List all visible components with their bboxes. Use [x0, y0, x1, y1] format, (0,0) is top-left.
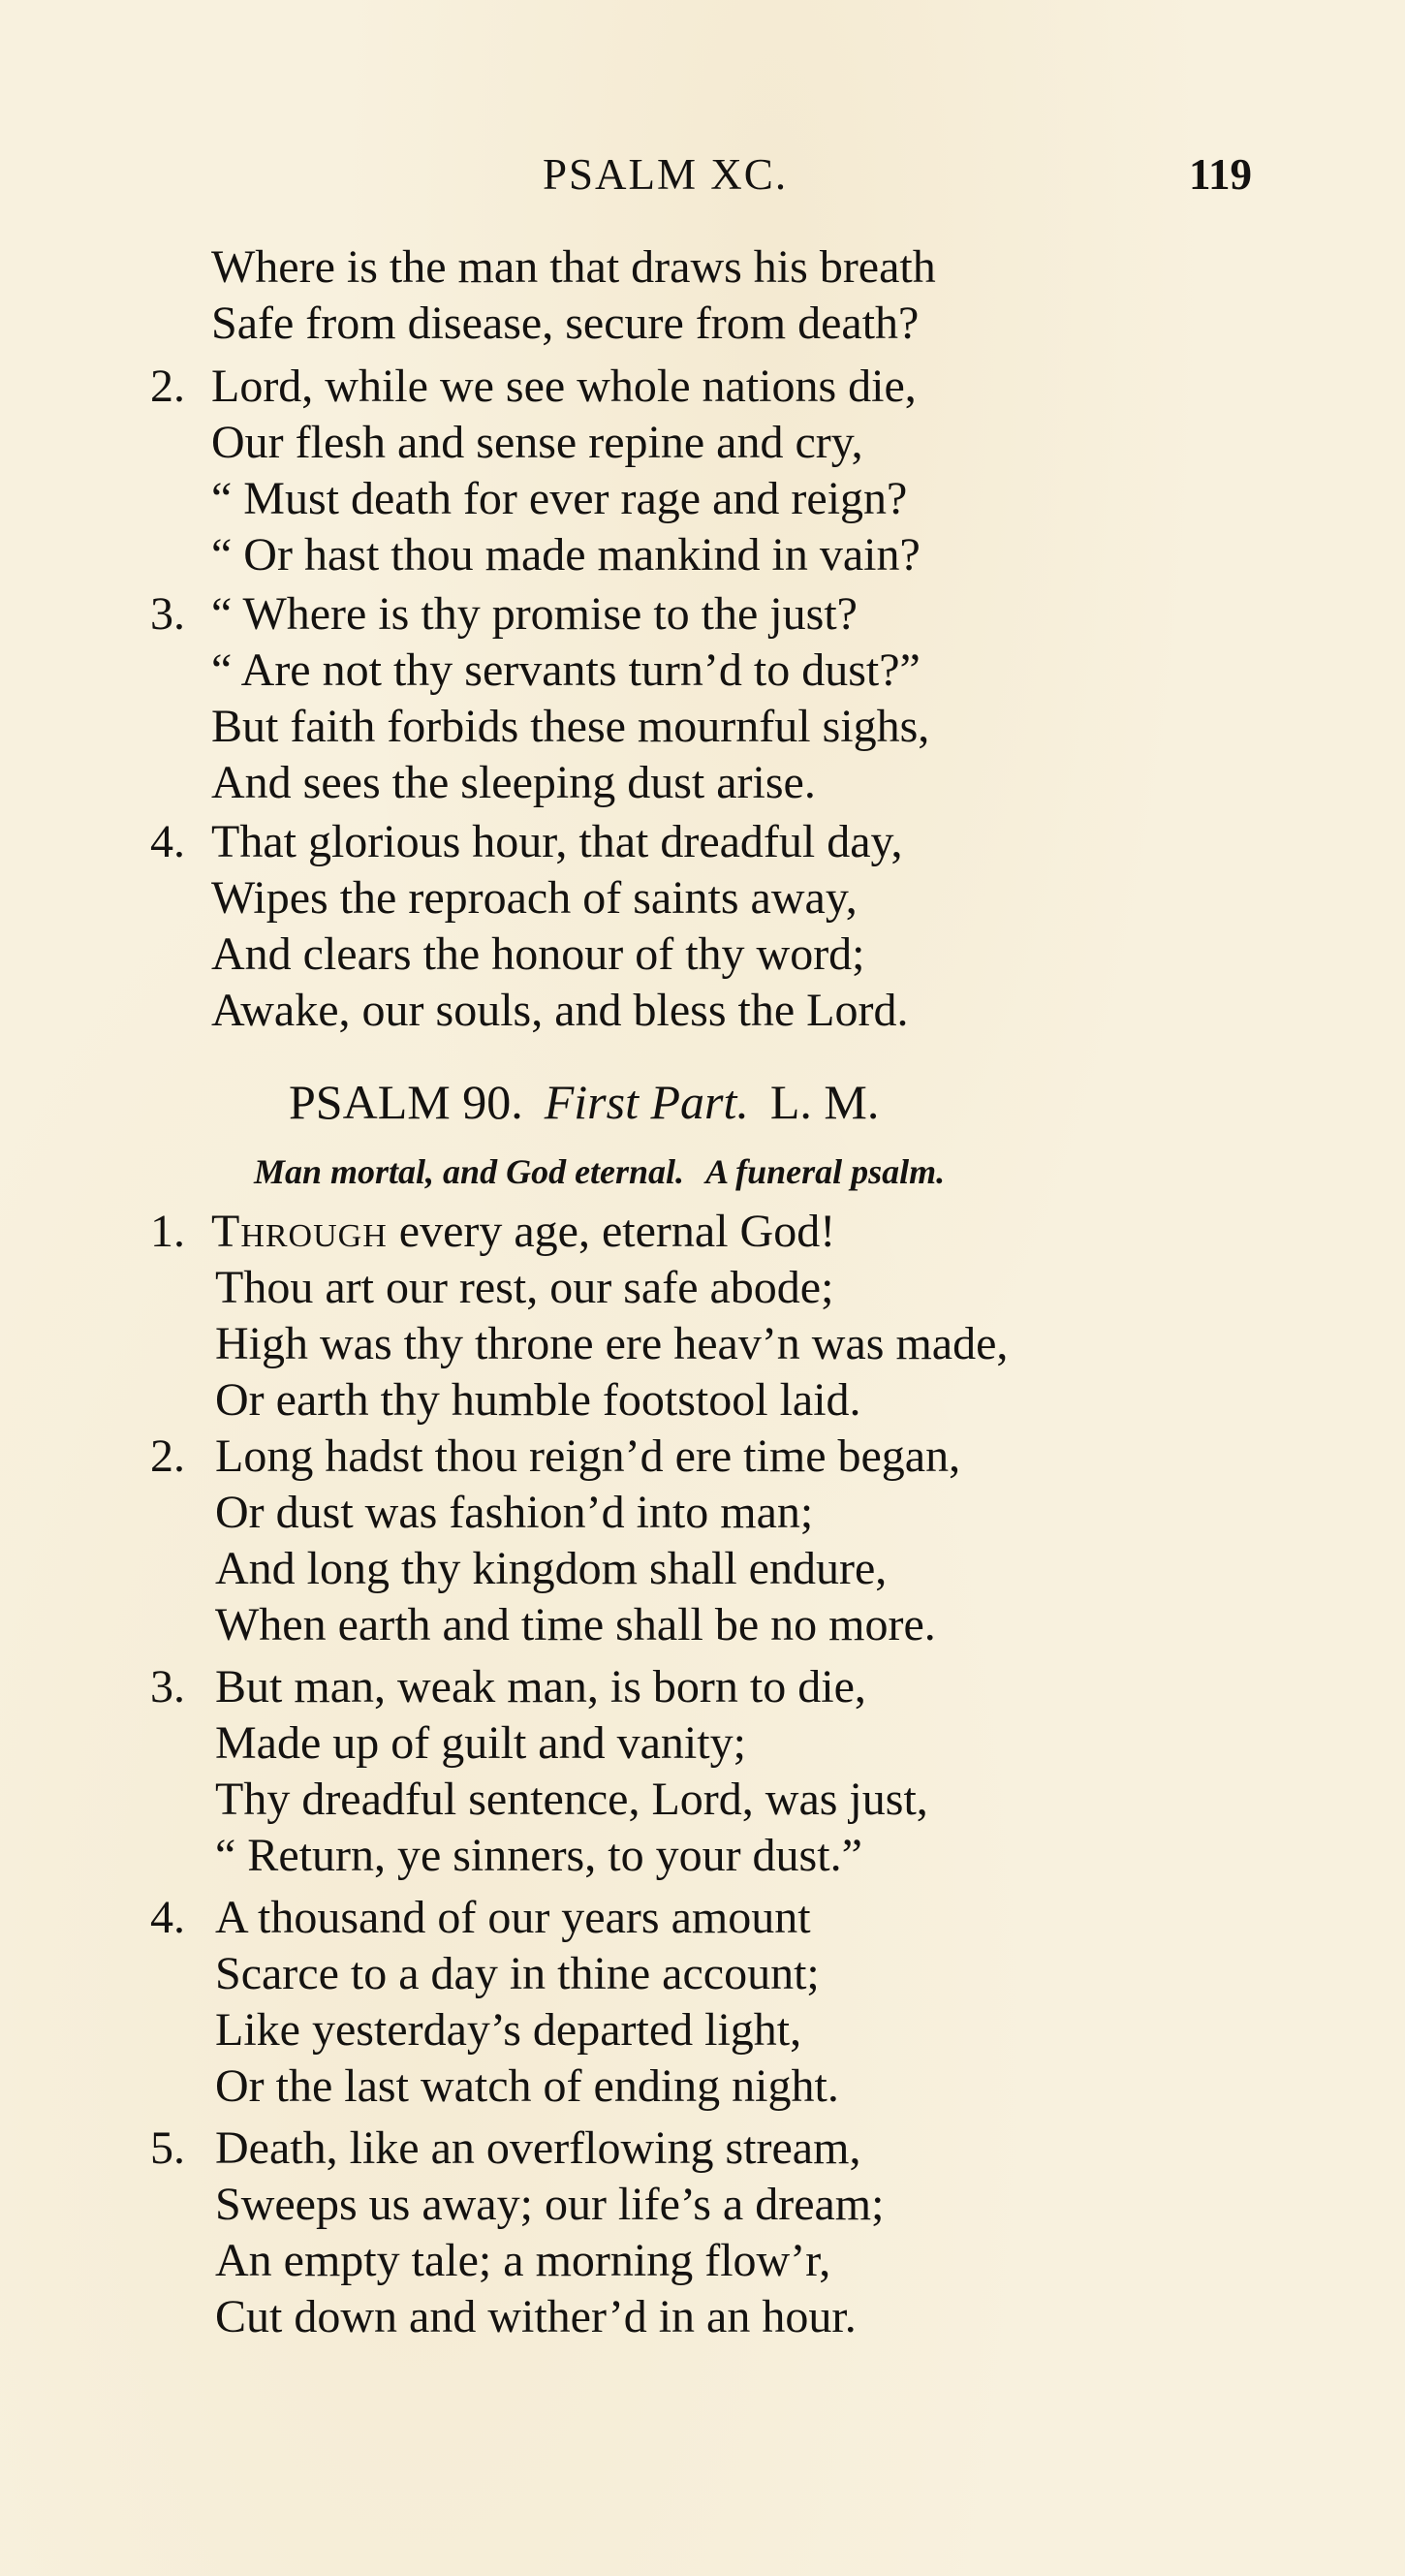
verse-line-first [211, 1204, 835, 1260]
verse-line: Or the last watch of ending night. [215, 2060, 839, 2112]
verse-line: Long hadst thou reign’d ere time began, [215, 1430, 961, 1482]
stanza-number: 5. [150, 2122, 185, 2174]
verse-line: But faith forbids these mournful sighs, [211, 701, 930, 752]
verse-line: Thou art our rest, our safe abode; [215, 1262, 834, 1313]
verse-line: Like yesterday’s departed light, [215, 2004, 802, 2056]
stanza-number: 3. [150, 588, 185, 640]
verse-line: “ Are not thy servants turn’d to dust?” [211, 644, 921, 696]
page-number: 119 [1189, 150, 1253, 199]
verse-line: High was thy throne ere heav’n was made, [215, 1318, 1009, 1369]
psalm-subtitle [254, 1148, 945, 1195]
stanza-number: 3. [150, 1661, 185, 1712]
verse-line: That glorious hour, that dreadful day, [211, 816, 903, 867]
verse-line: Sweeps us away; our life’s a dream; [215, 2179, 885, 2230]
psalm-heading [289, 1073, 879, 1131]
stanza-number: 4. [150, 1892, 185, 1943]
subtitle-right: A funeral psalm. [705, 1152, 946, 1191]
verse-line: “ Must death for ever rage and reign? [211, 473, 908, 524]
verse-line: And clears the honour of thy word; [211, 928, 865, 980]
running-title: PSALM XC. [543, 150, 789, 199]
verse-line: Our flesh and sense repine and cry, [211, 417, 863, 468]
first-line-rest: every age, eternal God! [387, 1206, 836, 1257]
psalm-meter: L. M. [769, 1075, 880, 1129]
verse-line: Or earth thy humble footstool laid. [215, 1374, 861, 1426]
psalm-part: First Part. [544, 1075, 749, 1129]
verse-line: Safe from disease, secure from death? [211, 298, 920, 349]
verse-line: And long thy kingdom shall endure, [215, 1543, 888, 1594]
verse-line: Awake, our souls, and bless the Lord. [211, 985, 909, 1036]
stanza-number: 2. [150, 361, 185, 412]
subtitle-left: Man mortal, and God eternal. [254, 1152, 685, 1191]
stanza-number: 2. [150, 1430, 185, 1482]
verse-line: Cut down and wither’d in an hour. [215, 2291, 857, 2342]
verse-line: Or dust was fashion’d into man; [215, 1487, 814, 1538]
verse-line: But man, weak man, is born to die, [215, 1661, 866, 1712]
verse-line: Made up of guilt and vanity; [215, 1717, 746, 1769]
verse-line: Scarce to a day in thine account; [215, 1948, 820, 1999]
verse-line: When earth and time shall be no more. [215, 1599, 936, 1650]
stanza-number: 1. [150, 1206, 185, 1257]
verse-line: “ Where is thy promise to the just? [211, 588, 858, 640]
verse-line: Death, like an overflowing stream, [215, 2122, 861, 2174]
verse-line: “ Return, ye sinners, to your dust.” [215, 1830, 862, 1881]
verse-line: Wipes the reproach of saints away, [211, 872, 858, 924]
verse-line: Thy dreadful sentence, Lord, was just, [215, 1774, 928, 1825]
verse-line: A thousand of our years amount [215, 1892, 811, 1943]
stanza-number: 4. [150, 816, 185, 867]
verse-line: And sees the sleeping dust arise. [211, 757, 816, 808]
verse-line: An empty tale; a morning flow’r, [215, 2235, 831, 2286]
verse-line: “ Or hast thou made mankind in vain? [211, 529, 921, 581]
verse-line: Lord, while we see whole nations die, [211, 361, 917, 412]
first-word: Through [211, 1206, 388, 1257]
verse-line: Where is the man that draws his breath [211, 241, 936, 293]
psalm-title: PSALM 90. [289, 1075, 523, 1129]
